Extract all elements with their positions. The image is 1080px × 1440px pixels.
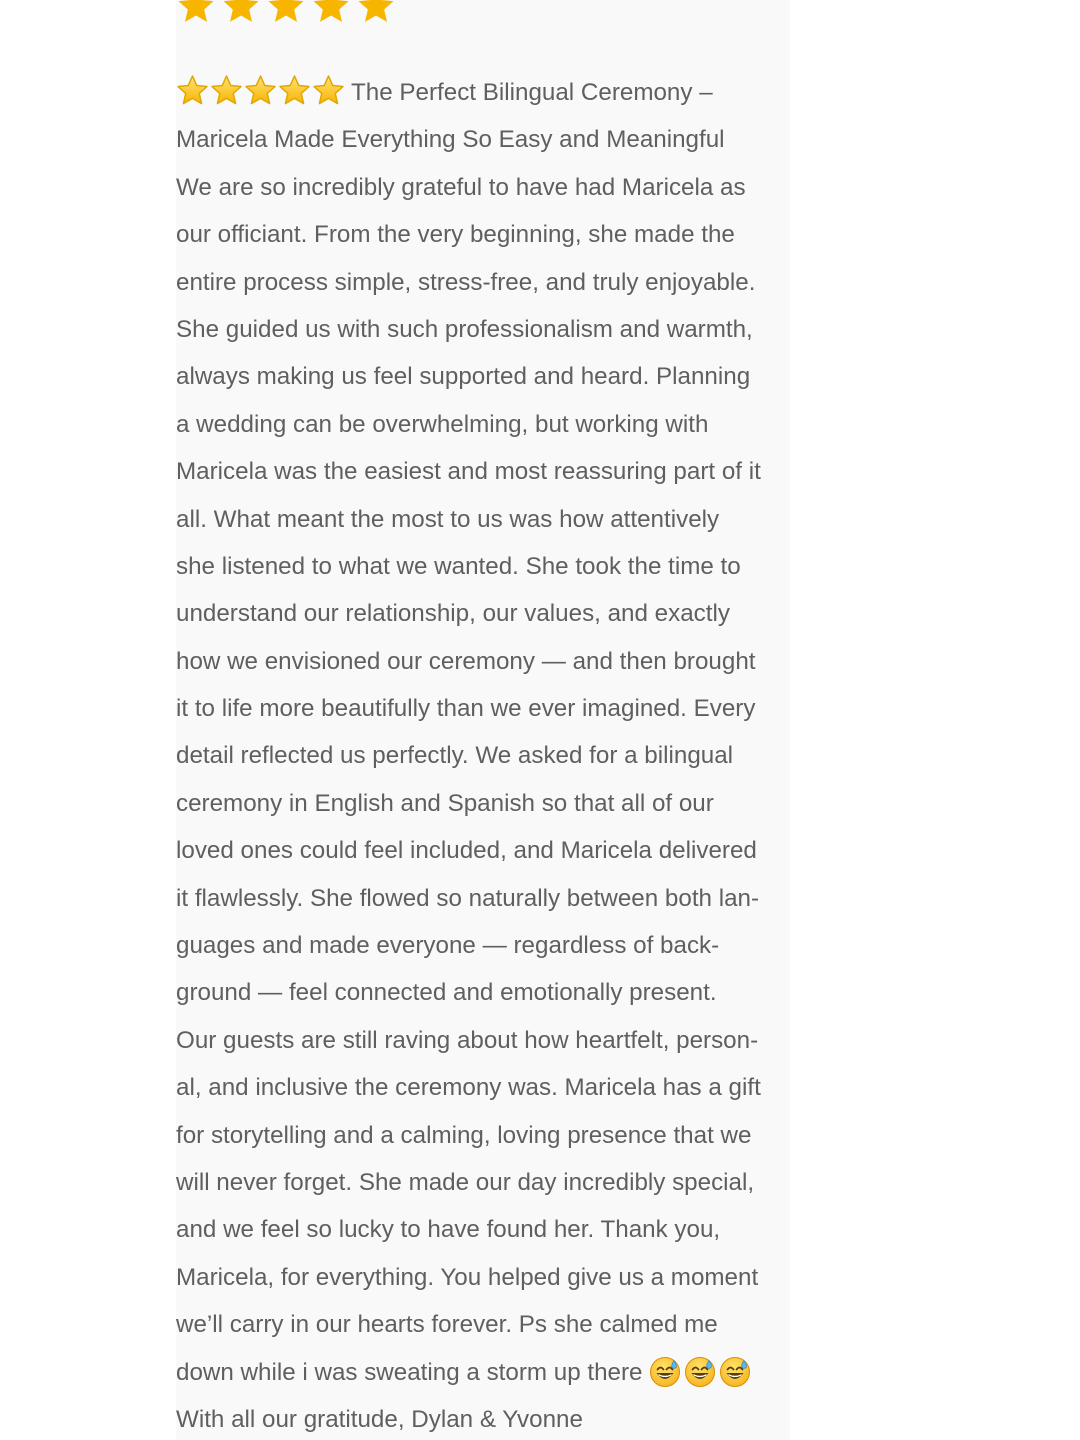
- filled-star-icon: [311, 0, 351, 26]
- review-body-line: always making us feel supported and heard. Planning: [176, 363, 751, 391]
- review-body-line: guages and made everyone — regardless of back-: [176, 932, 720, 960]
- review-body-line: We are so incredibly grateful to have had Maricela as: [176, 173, 746, 201]
- grinning-face-with-sweat-icon: [649, 1356, 681, 1388]
- review-body-line: it flawlessly. She flowed so naturally between both lan-: [176, 884, 760, 912]
- review-body-line: for storytelling and a calming, loving presence that we: [176, 1121, 752, 1149]
- review-body-line: it to life more beautifully than we ever imagined. Every: [176, 695, 756, 723]
- review-body-line: Maricela was the easiest and most reassuring part of it: [176, 458, 761, 486]
- star-emoji-icon: [312, 74, 345, 107]
- review-signature: With all our gratitude, Dylan & Yvonne: [176, 1405, 583, 1433]
- emoji-row: [649, 1356, 751, 1388]
- review-body-line: understand our relationship, our values, and exactly: [176, 600, 730, 628]
- review-body-line-last: [176, 1349, 792, 1396]
- grinning-face-with-sweat-icon: [719, 1356, 751, 1388]
- review-body-line: and we feel so lucky to have found her. Thank you,: [176, 1216, 721, 1244]
- review-body-line: entire process simple, stress-free, and truly enjoyable.: [176, 268, 756, 296]
- review-body-line: will never forget. She made our day incredibly special,: [176, 1168, 755, 1196]
- review-body-line: how we envisioned our ceremony — and then brought: [176, 647, 756, 675]
- review-body-line: our officiant. From the very beginning, she made the: [176, 221, 735, 249]
- review-body-line: She guided us with such professionalism and warmth,: [176, 315, 753, 343]
- star-emoji-icon: [210, 74, 243, 107]
- filled-star-icon: [221, 0, 261, 26]
- review-title-line-2: Maricela Made Everything So Easy and Meaningful: [176, 126, 725, 154]
- star-emoji-icon: [176, 74, 209, 107]
- review-body-line: detail reflected us perfectly. We asked for a bilingual: [176, 742, 734, 770]
- review-title-line-1: [176, 69, 792, 116]
- filled-star-icon: [266, 0, 306, 26]
- review-body-line: Maricela, for everything. You helped give us a moment: [176, 1263, 759, 1291]
- filled-star-icon: [176, 0, 216, 26]
- grinning-face-with-sweat-icon: [684, 1356, 716, 1388]
- review-body-line: Our guests are still raving about how heartfelt, person-: [176, 1026, 759, 1054]
- review-body-line: all. What meant the most to us was how attentively: [176, 505, 720, 533]
- star-emoji-icon: [278, 74, 311, 107]
- review-text: [176, 69, 792, 1440]
- review-title-text-1: The Perfect Bilingual Ceremony –: [351, 79, 713, 106]
- review-body-line: al, and inclusive the ceremony was. Maricela has a gift: [176, 1074, 761, 1102]
- star-rating: [176, 0, 396, 26]
- review-body-line: ground — feel connected and emotionally present.: [176, 979, 717, 1007]
- star-emoji-icon: [244, 74, 277, 107]
- review-body-line: ceremony in English and Spanish so that all of our: [176, 789, 714, 817]
- filled-star-icon: [356, 0, 396, 26]
- review-body-line: a wedding can be overwhelming, but working with: [176, 410, 709, 438]
- star-emoji-row: [176, 74, 345, 107]
- review-body-line: we’ll carry in our hearts forever. Ps she calmed me: [176, 1311, 718, 1339]
- review-body-line: loved ones could feel included, and Maricela delivered: [176, 837, 757, 865]
- review-body-last-text: down while i was sweating a storm up there: [176, 1358, 643, 1386]
- review-body-line: she listened to what we wanted. She took the time to: [176, 552, 741, 580]
